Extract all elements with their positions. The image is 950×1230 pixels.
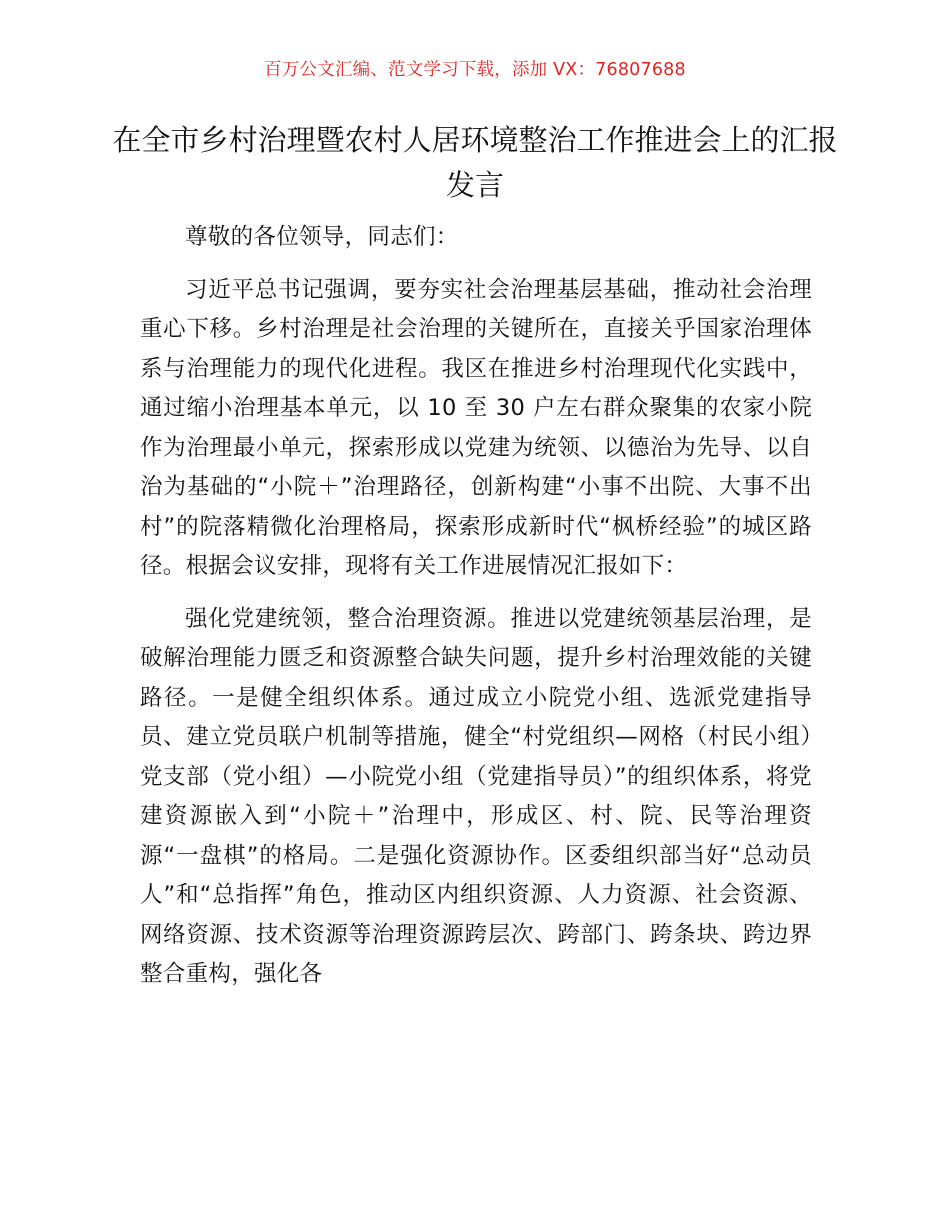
promo-banner: 百万公文汇编、范文学习下载，添加 VX：76807688 — [264, 60, 686, 80]
salutation-paragraph: 尊敬的各位领导，同志们： — [185, 224, 459, 250]
intro-paragraph: 习近平总书记强调，要夯实社会治理基层基础，推动社会治理重心下移。乡村治理是社会治理的关键所在，直接关乎国家治理体系与治理能力的现代化进程。我区在推进乡村治理现代化实践中，通过缩小治理基本单元，以 10 至 30 户左右群众聚集的农家小院作为治理最小单元，探索形成以党建为统领、以德治为先导、以自治为基础的“小院＋”治理路径，创新构建“小事不出院、大事不出村”的院落精微化治理格局，探索形成新时代“枫桥经验”的城区路径。根据会议安排，现将有关工作进展情况汇报如下： — [140, 276, 812, 579]
party-building-paragraph: 强化党建统领，整合治理资源。推进以党建统领基层治理，是破解治理能力匮乏和资源整合缺失问题，提升乡村治理效能的关键路径。一是健全组织体系。通过成立小院党小组、选派党建指导员、建立党员联户机制等措施，健全“村党组织—网格（村民小组）党支部（党小组）—小院党小组（党建指导员）”的组织体系，将党建资源嵌入到“小院＋”治理中，形成区、村、院、民等治理资源“一盘棋”的格局。二是强化资源协作。区委组织部当好“总动员人”和“总指挥”角色，推动区内组织资源、人力资源、社会资源、网络资源、技术资源等治理资源跨层次、跨部门、跨条块、跨边界整合重构，强化各 — [140, 605, 812, 987]
document-title: 在全市乡村治理暨农村人居环境整治工作推进会上的汇报发言 — [112, 123, 838, 202]
document-body — [140, 218, 812, 1008]
